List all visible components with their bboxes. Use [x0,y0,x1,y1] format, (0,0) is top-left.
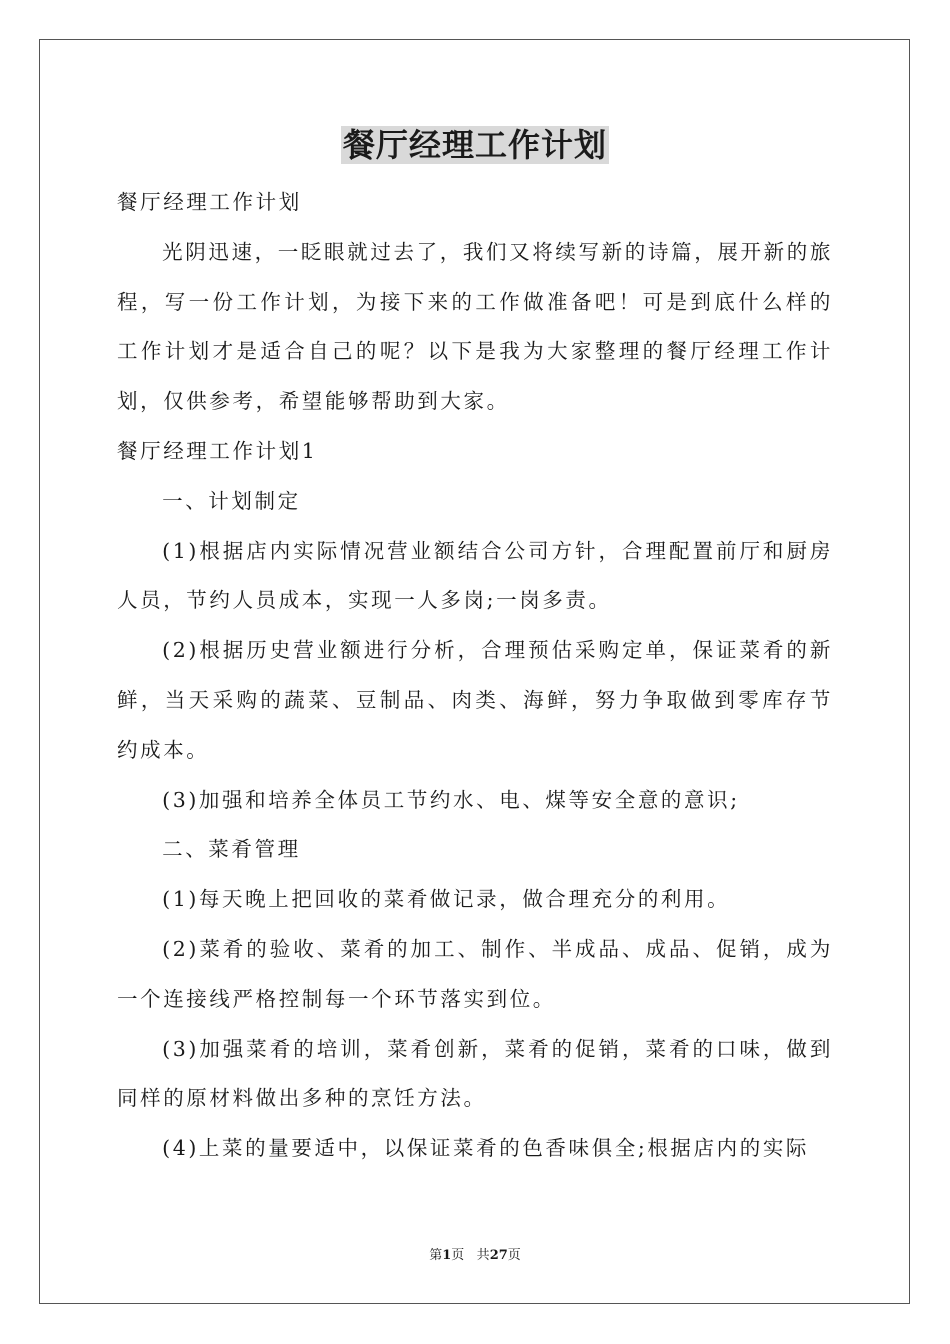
footer-page-number: 1 [442,1248,452,1263]
footer-total-unit: 页 [507,1248,521,1263]
paragraph: (1)每天晚上把回收的菜肴做记录，做合理充分的利用。 [162,887,731,912]
paragraph: (2)根据历史营业额进行分析，合理预估采购定单，保证菜肴的新鲜，当天采购的蔬菜、豆制品、肉类、海鲜，努力争取做到零库存节约成本。 [117,638,833,762]
footer-total-pages: 27 [489,1248,508,1263]
subsection-heading: 二、菜肴管理 [162,837,301,862]
footer-page-unit: 页 [451,1248,465,1263]
paragraph: (1)根据店内实际情况营业额结合公司方针，合理配置前厅和厨房人员，节约人员成本，实现一人多岗;一岗多责。 [117,538,833,613]
document-title-text: 餐厅经理工作计划 [342,126,607,164]
paragraph: (3)加强和培养全体员工节约水、电、煤等安全意的意识; [162,787,740,812]
paragraph: 光阴迅速，一眨眼就过去了，我们又将续写新的诗篇，展开新的旅程，写一份工作计划，为接下来的工作做准备吧！可是到底什么样的工作计划才是适合自己的呢？以下是我为大家整理的餐厅经理工作计划，仅供参考，希望能够帮助到大家。 [117,239,833,414]
paragraph: (2)菜肴的验收、菜肴的加工、制作、半成品、成品、促销，成为一个连接线严格控制每一个环节落实到位。 [117,936,833,1011]
paragraph: (4)上菜的量要适中，以保证菜肴的色香味俱全;根据店内的实际 [162,1136,810,1161]
paragraph: (3)加强菜肴的培训，菜肴创新，菜肴的促销，菜肴的口味，做到同样的原材料做出多种的烹饪方法。 [117,1036,833,1111]
footer-total-prefix: 共 [476,1248,490,1263]
footer-prefix: 第 [429,1248,443,1263]
document-title [0,122,950,168]
paragraph: 餐厅经理工作计划 [117,190,302,214]
section-heading: 餐厅经理工作计划1 [117,438,318,463]
page-footer [0,1247,950,1265]
subsection-heading: 一、计划制定 [162,488,301,513]
document-body [117,178,833,1174]
